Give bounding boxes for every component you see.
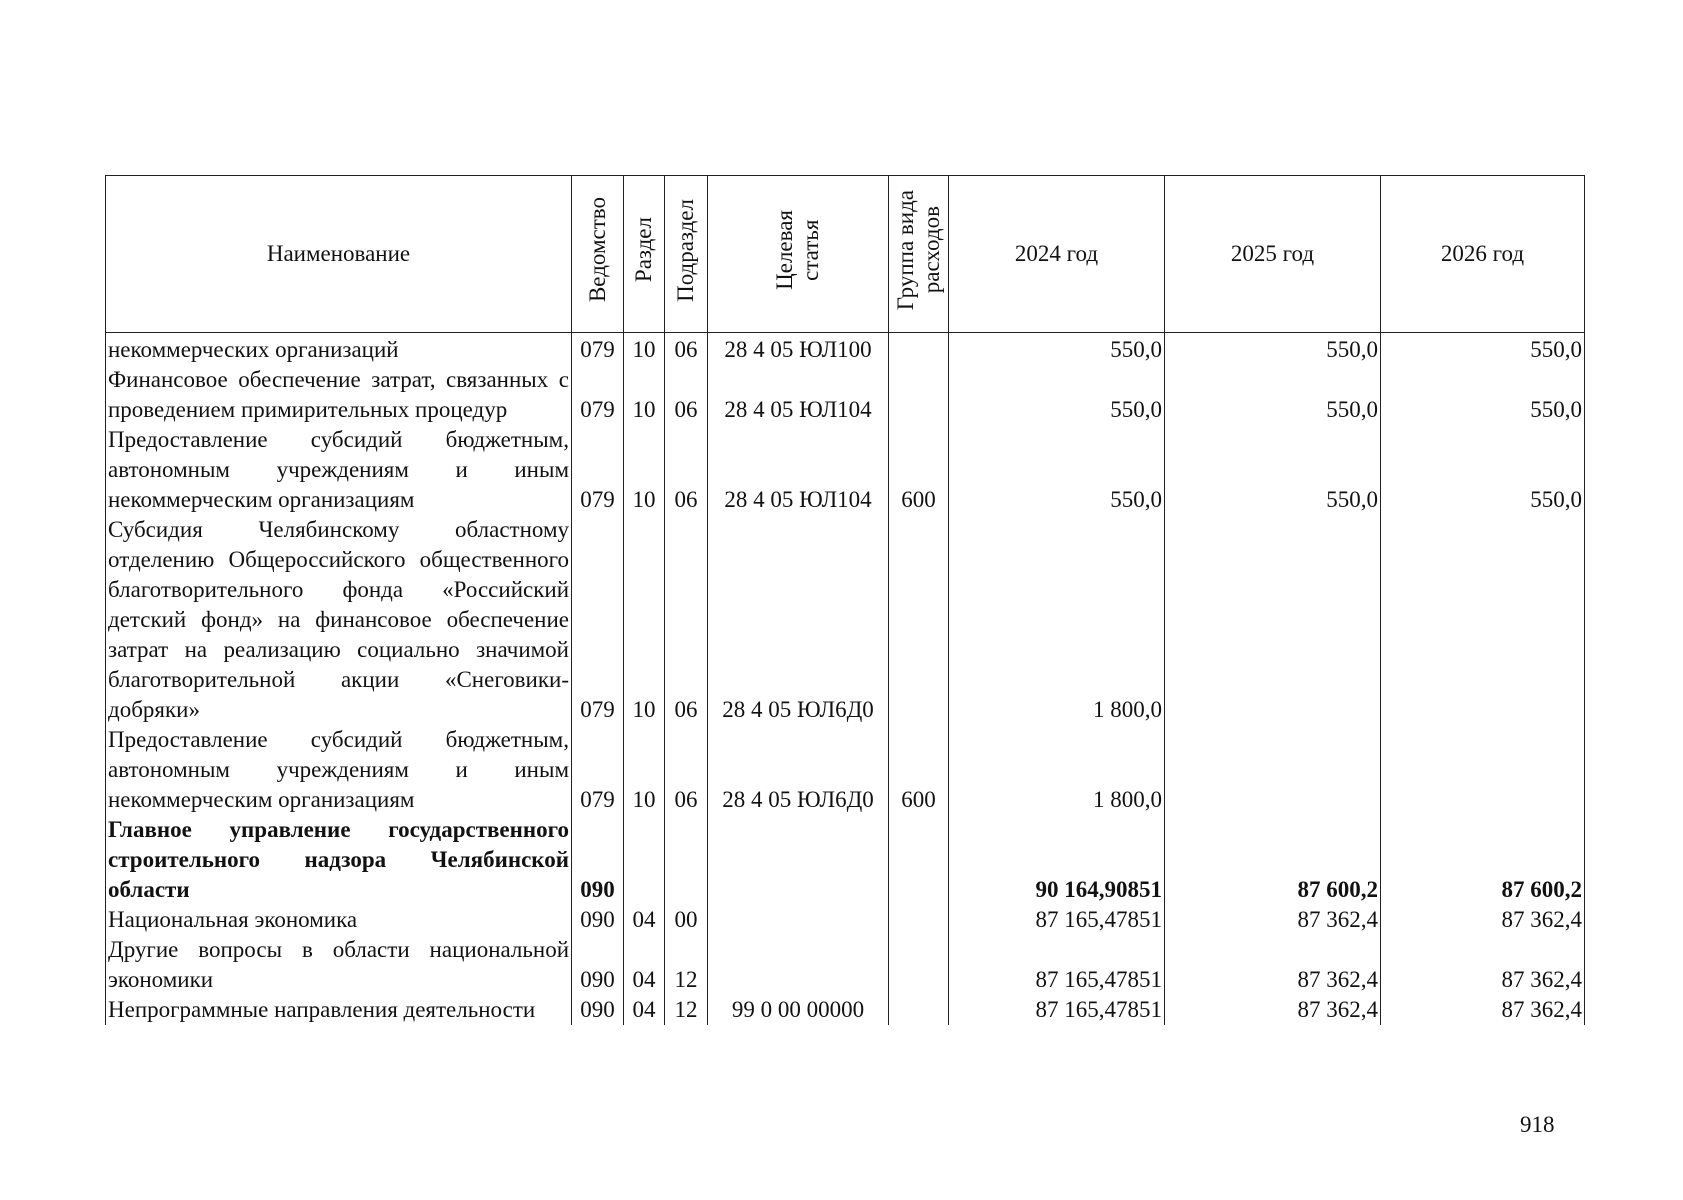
- table-body: [106, 333, 1585, 1026]
- cell-name: Предоставление субсидий бюджетным, автономным учреждениям и иным некоммерческим организациям: [106, 425, 572, 515]
- cell-2026: 87 600,2: [1381, 815, 1585, 905]
- cell-2025: 87 362,4: [1165, 995, 1381, 1025]
- cell-2024: 87 165,47851: [949, 995, 1165, 1025]
- cell-2025: 550,0: [1165, 365, 1381, 425]
- cell-podrazdel: 06: [665, 365, 708, 425]
- cell-2024: 550,0: [949, 365, 1165, 425]
- cell-gruppa-vida: 600: [889, 725, 949, 815]
- cell-vedomstvo: 090: [572, 905, 624, 935]
- cell-podrazdel: 12: [665, 995, 708, 1025]
- cell-razdel: 10: [624, 365, 665, 425]
- cell-gruppa-vida: 600: [889, 425, 949, 515]
- cell-gruppa-vida: [889, 995, 949, 1025]
- cell-2025: [1165, 515, 1381, 725]
- cell-2024: 87 165,47851: [949, 935, 1165, 995]
- cell-vedomstvo: 079: [572, 365, 624, 425]
- cell-celevaya-statya: 28 4 05 ЮЛ6Д0: [708, 515, 889, 725]
- cell-2026: 87 362,4: [1381, 995, 1585, 1025]
- cell-gruppa-vida: [889, 515, 949, 725]
- budget-table: [105, 175, 1585, 1025]
- header-2025: 2025 год: [1165, 176, 1381, 333]
- cell-celevaya-statya: 99 0 00 00000: [708, 995, 889, 1025]
- header-gruppa-vida-rashodov: Группа вида расходов: [889, 176, 949, 333]
- cell-celevaya-statya: 28 4 05 ЮЛ100: [708, 333, 889, 366]
- cell-2024: 1 800,0: [949, 725, 1165, 815]
- cell-2026: 550,0: [1381, 333, 1585, 366]
- cell-podrazdel: 12: [665, 935, 708, 995]
- header-vedomstvo: Ведомство: [572, 176, 624, 333]
- cell-podrazdel: 00: [665, 905, 708, 935]
- cell-2025: [1165, 725, 1381, 815]
- cell-2026: 87 362,4: [1381, 935, 1585, 995]
- table-row: [106, 995, 1585, 1025]
- cell-vedomstvo: 090: [572, 935, 624, 995]
- cell-celevaya-statya: [708, 905, 889, 935]
- cell-razdel: 10: [624, 515, 665, 725]
- table-row: [106, 725, 1585, 815]
- cell-vedomstvo: 090: [572, 995, 624, 1025]
- cell-razdel: [624, 815, 665, 905]
- cell-2025: 87 600,2: [1165, 815, 1381, 905]
- header-razdel: Раздел: [624, 176, 665, 333]
- cell-2026: 550,0: [1381, 425, 1585, 515]
- cell-name: Другие вопросы в области национальной экономики: [106, 935, 572, 995]
- cell-name: Предоставление субсидий бюджетным, автономным учреждениям и иным некоммерческим организациям: [106, 725, 572, 815]
- cell-celevaya-statya: 28 4 05 ЮЛ6Д0: [708, 725, 889, 815]
- cell-celevaya-statya: 28 4 05 ЮЛ104: [708, 425, 889, 515]
- cell-name: Финансовое обеспечение затрат, связанных с проведением примирительных процедур: [106, 365, 572, 425]
- cell-name: Национальная экономика: [106, 905, 572, 935]
- cell-2026: [1381, 725, 1585, 815]
- cell-vedomstvo: 079: [572, 333, 624, 366]
- cell-razdel: 10: [624, 725, 665, 815]
- cell-2024: 550,0: [949, 333, 1165, 366]
- cell-2024: 90 164,90851: [949, 815, 1165, 905]
- cell-name: Субсидия Челябинскому областному отделению Общероссийского общественного благотворительного фонда «Российский детский фонд» на финансовое обеспечение затрат на реализацию социально значимой благотворительной акции «Снеговики-добряки»: [106, 515, 572, 725]
- cell-gruppa-vida: [889, 333, 949, 366]
- page-number: 918: [1520, 1112, 1555, 1137]
- cell-2025: 87 362,4: [1165, 935, 1381, 995]
- cell-celevaya-statya: [708, 935, 889, 995]
- cell-2025: 550,0: [1165, 333, 1381, 366]
- header-name: Наименование: [106, 176, 572, 333]
- cell-name: Непрограммные направления деятельности: [106, 995, 572, 1025]
- cell-podrazdel: 06: [665, 725, 708, 815]
- header-2026: 2026 год: [1381, 176, 1585, 333]
- cell-razdel: 04: [624, 905, 665, 935]
- table-row: [106, 515, 1585, 725]
- cell-razdel: 04: [624, 995, 665, 1025]
- table-row: [106, 935, 1585, 995]
- cell-razdel: 10: [624, 333, 665, 366]
- cell-name: некоммерческих организаций: [106, 333, 572, 366]
- cell-vedomstvo: 090: [572, 815, 624, 905]
- cell-vedomstvo: 079: [572, 725, 624, 815]
- table-row: [106, 815, 1585, 905]
- header-celevaya-statya: Целевая статья: [708, 176, 889, 333]
- header-podrazdel: Подраздел: [665, 176, 708, 333]
- table-row: [106, 905, 1585, 935]
- cell-2024: 550,0: [949, 425, 1165, 515]
- cell-gruppa-vida: [889, 365, 949, 425]
- table-row: [106, 365, 1585, 425]
- cell-podrazdel: [665, 815, 708, 905]
- cell-gruppa-vida: [889, 935, 949, 995]
- cell-razdel: 04: [624, 935, 665, 995]
- cell-gruppa-vida: [889, 905, 949, 935]
- cell-2024: 1 800,0: [949, 515, 1165, 725]
- cell-2025: 87 362,4: [1165, 905, 1381, 935]
- cell-gruppa-vida: [889, 815, 949, 905]
- table-row: [106, 425, 1585, 515]
- cell-podrazdel: 06: [665, 425, 708, 515]
- cell-2024: 87 165,47851: [949, 905, 1165, 935]
- cell-2026: [1381, 515, 1585, 725]
- table-header-row: [106, 176, 1585, 333]
- cell-podrazdel: 06: [665, 333, 708, 366]
- budget-table-container: [105, 175, 1585, 1025]
- cell-2025: 550,0: [1165, 425, 1381, 515]
- cell-name: Главное управление государственного строительного надзора Челябинской области: [106, 815, 572, 905]
- cell-vedomstvo: 079: [572, 425, 624, 515]
- table-row: [106, 333, 1585, 366]
- cell-razdel: 10: [624, 425, 665, 515]
- cell-celevaya-statya: 28 4 05 ЮЛ104: [708, 365, 889, 425]
- cell-2026: 550,0: [1381, 365, 1585, 425]
- cell-vedomstvo: 079: [572, 515, 624, 725]
- header-2024: 2024 год: [949, 176, 1165, 333]
- cell-2026: 87 362,4: [1381, 905, 1585, 935]
- cell-celevaya-statya: [708, 815, 889, 905]
- cell-podrazdel: 06: [665, 515, 708, 725]
